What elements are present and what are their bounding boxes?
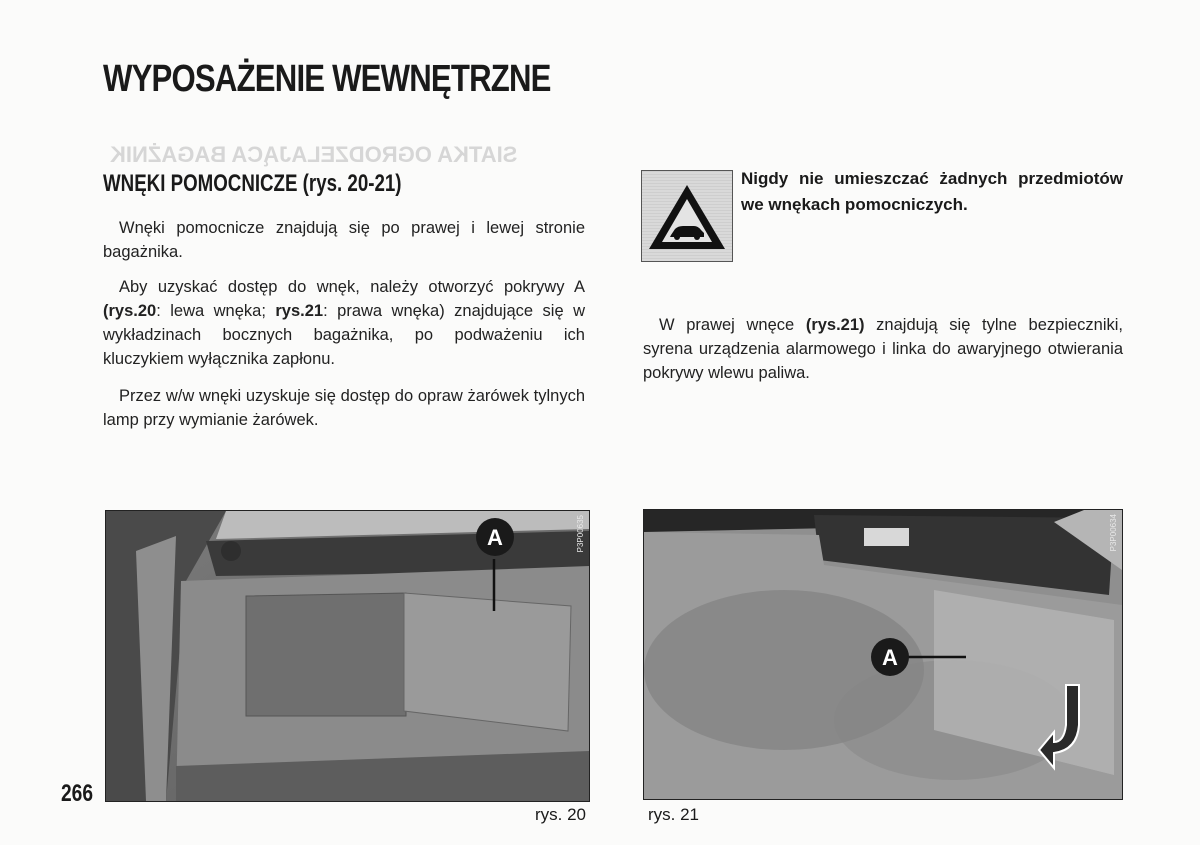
photo-code: P3P00635 xyxy=(576,515,585,553)
page-title: WYPOSAŻENIE WEWNĘTRZNE xyxy=(103,58,551,100)
figure-20-caption: rys. 20 xyxy=(535,805,587,824)
paragraph-right-niche: W prawej wnęce (rys.21) znajdują się tylne bezpieczniki, syrena urządzenia alarmowego i linka do awaryjnego otwierania pokrywy wlewu paliwa. xyxy=(643,316,1123,382)
figure-20-photo xyxy=(105,510,590,802)
warning-text: Nigdy nie umieszczać żadnych przedmiotów we wnękach pomocniczych. xyxy=(741,169,1123,214)
figure-21-caption: rys. 21 xyxy=(648,805,700,824)
warning-icon-box xyxy=(641,170,733,262)
figure-21-photo xyxy=(643,509,1123,800)
paragraph-access: Aby uzyskać dostęp do wnęk, należy otworzyć pokrywy A (rys.20: lewa wnęka; rys.21: prawa wnęka) znajdujące się w wykładzinach bocznych bagażnika, po podważeniu ich kluczykiem wyłącznika zapłonu. xyxy=(103,278,585,368)
svg-text:A: A xyxy=(882,645,898,670)
callout-a-label: A xyxy=(487,525,503,550)
paragraph-location: Wnęki pomocnicze znajdują się po prawej i lewej stronie bagażnika. xyxy=(103,219,585,261)
page-number: 266 xyxy=(61,780,94,807)
section-title: WNĘKI POMOCNICZE (rys. 20-21) xyxy=(103,170,402,197)
warning-car-icon xyxy=(642,171,732,261)
paragraph-bulb-access: Przez w/w wnęki uzyskuje się dostęp do opraw żarówek tylnych lamp przy wymianie żarówek. xyxy=(103,387,585,429)
photo-code: P3P00634 xyxy=(1109,514,1118,552)
bleed-through-text: SIATKA OGRODZELAJĄCA BAGAŻNIK xyxy=(110,142,518,167)
